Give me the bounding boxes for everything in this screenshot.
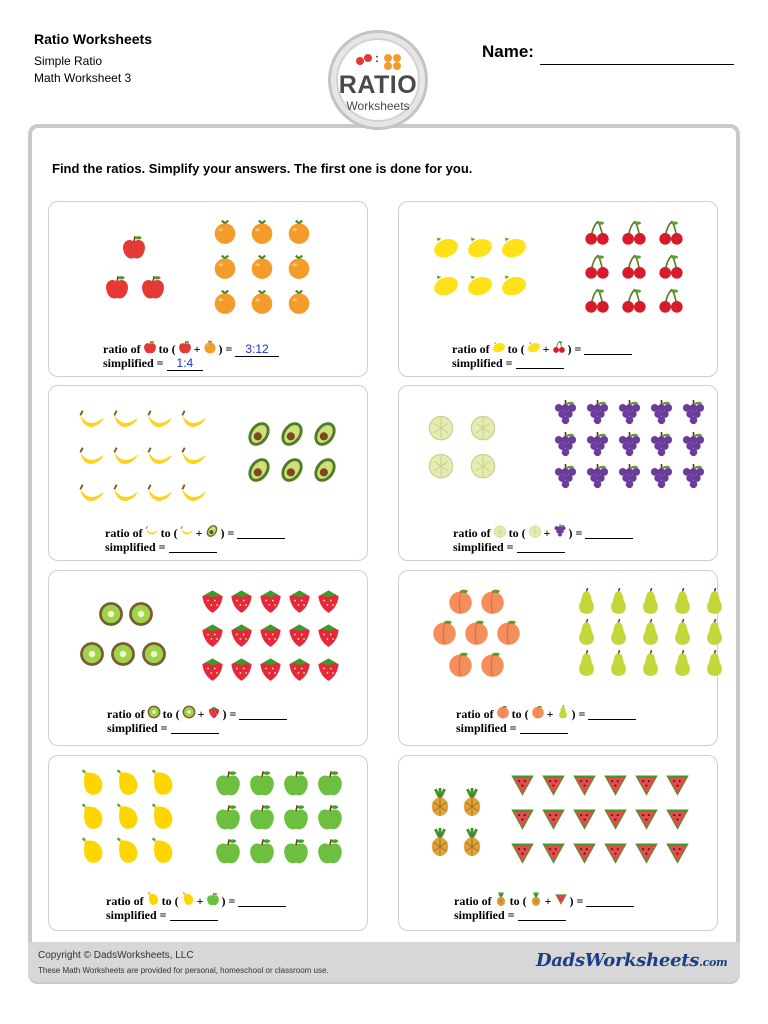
mango-icon <box>113 769 141 802</box>
grapes-icon <box>584 400 611 432</box>
peach-icon <box>463 619 490 651</box>
strawberry-icon <box>199 587 226 619</box>
orange-icon <box>249 254 275 285</box>
peach-icon <box>479 588 506 620</box>
equals-sign: ) = <box>571 706 586 721</box>
equals-sign: ) = <box>221 893 236 908</box>
watermelon-icon <box>664 839 691 871</box>
watermelon-icon <box>509 771 536 803</box>
watermelon-icon <box>540 771 567 803</box>
watermelon-icon <box>664 805 691 837</box>
kiwi-icon <box>79 641 105 672</box>
to-label: to ( <box>160 525 178 540</box>
green-apple-icon <box>248 837 276 870</box>
banana-icon <box>78 480 106 513</box>
watermelon-icon <box>540 805 567 837</box>
plus-sign: + <box>544 893 552 908</box>
melon-icon <box>469 451 497 484</box>
lemon-icon <box>500 233 528 266</box>
apple-icon <box>121 234 147 265</box>
mango-icon <box>78 769 106 802</box>
strawberry-icon <box>228 587 255 619</box>
grapes-icon <box>616 464 643 496</box>
simplified-question <box>107 721 219 736</box>
logo-text: DadsWorksheets <box>536 950 700 971</box>
simplified-label: simplified = <box>107 721 168 735</box>
ratio-of-label: ratio of <box>103 341 141 356</box>
banana-icon <box>112 480 140 513</box>
pear-icon <box>605 650 632 682</box>
simplified-answer-blank[interactable] <box>169 542 217 553</box>
badge-subtitle: Worksheets <box>346 99 410 113</box>
worksheet-subtitle: Simple Ratio <box>34 54 103 68</box>
equals-sign: ) = <box>222 706 237 721</box>
orange-icon <box>203 340 217 358</box>
banana-icon <box>112 443 140 476</box>
watermelon-icon <box>664 771 691 803</box>
watermelon-icon <box>602 771 629 803</box>
pineapple-icon <box>426 828 454 861</box>
pear-icon <box>605 588 632 620</box>
to-label: to ( <box>158 341 176 356</box>
banana-icon <box>78 406 106 439</box>
strawberry-icon <box>257 587 284 619</box>
plus-sign: + <box>546 706 554 721</box>
ratio-of-label: ratio of <box>453 525 491 540</box>
simplified-question <box>106 908 218 923</box>
green-apple-icon <box>248 769 276 802</box>
green-apple-icon <box>214 803 242 836</box>
peach-icon <box>431 619 458 651</box>
apple-icon <box>104 274 130 305</box>
banana-icon <box>180 406 208 439</box>
avocado-icon <box>245 420 273 453</box>
ratio-answer-blank[interactable] <box>588 709 636 720</box>
pear-icon <box>701 650 728 682</box>
grapes-icon <box>584 432 611 464</box>
watermelon-icon <box>602 839 629 871</box>
pear-icon <box>669 588 696 620</box>
logo-suffix: .com <box>699 956 728 969</box>
to-label: to ( <box>508 525 526 540</box>
plus-sign: + <box>542 341 550 356</box>
plus-sign: + <box>196 893 204 908</box>
to-label: to ( <box>509 893 527 908</box>
green-apple-icon <box>316 803 344 836</box>
lemon-icon <box>466 233 494 266</box>
badge-title: RATIO <box>338 71 418 99</box>
pear-icon <box>573 619 600 651</box>
strawberry-icon <box>286 655 313 687</box>
banana-icon <box>146 480 174 513</box>
banana-icon <box>78 443 106 476</box>
simplified-label: simplified = <box>105 540 166 554</box>
copyright: Copyright © DadsWorksheets, LLC <box>38 950 194 961</box>
pineapple-icon <box>458 828 486 861</box>
strawberry-icon <box>199 621 226 653</box>
strawberry-icon <box>315 655 342 687</box>
banana-icon <box>180 443 208 476</box>
mango-icon <box>113 803 141 836</box>
watermelon-icon <box>540 839 567 871</box>
orange-icon <box>286 219 312 250</box>
avocado-icon <box>278 456 306 489</box>
avocado-icon <box>245 456 273 489</box>
green-apple-icon <box>282 837 310 870</box>
green-apple-icon <box>282 803 310 836</box>
orange-icon <box>212 219 238 250</box>
simplified-answer-blank[interactable] <box>170 910 218 921</box>
grapes-icon <box>680 432 707 464</box>
simplified-label: simplified = <box>106 908 167 922</box>
mango-icon <box>148 837 176 870</box>
green-apple-icon <box>248 803 276 836</box>
cherry-icon <box>657 219 685 252</box>
ratio-of-label: ratio of <box>454 893 492 908</box>
worksheet-number: Math Worksheet 3 <box>34 71 132 85</box>
pear-icon <box>605 619 632 651</box>
ratio-of-label: ratio of <box>107 706 145 721</box>
grapes-icon <box>680 400 707 432</box>
orange-icon <box>286 254 312 285</box>
strawberry-icon <box>228 655 255 687</box>
banana-icon <box>180 480 208 513</box>
equals-sign: ) = <box>218 341 233 356</box>
grapes-icon <box>648 400 675 432</box>
plus-sign: + <box>197 706 205 721</box>
simplified-label: simplified = <box>103 356 164 370</box>
cherry-icon <box>620 253 648 286</box>
kiwi-icon <box>98 601 124 632</box>
ratio-answer-blank[interactable] <box>237 528 285 539</box>
pear-icon <box>637 619 664 651</box>
simplified-answer-blank[interactable] <box>171 723 219 734</box>
simplified-answer-blank[interactable] <box>516 358 564 369</box>
cherry-icon <box>620 287 648 320</box>
orange-icon <box>212 254 238 285</box>
melon-icon <box>469 413 497 446</box>
strawberry-icon <box>286 587 313 619</box>
to-label: to ( <box>511 706 529 721</box>
grapes-icon <box>648 464 675 496</box>
lemon-icon <box>466 271 494 304</box>
pear-icon <box>669 619 696 651</box>
mango-icon <box>78 803 106 836</box>
simplified-label: simplified = <box>454 908 515 922</box>
badge-colon: : <box>375 51 379 65</box>
grapes-icon <box>616 432 643 464</box>
simplified-question <box>103 356 203 371</box>
watermelon-icon <box>602 805 629 837</box>
strawberry-icon <box>199 655 226 687</box>
banana-icon <box>146 406 174 439</box>
mango-icon <box>148 769 176 802</box>
dadsworksheets-logo[interactable] <box>536 950 727 971</box>
simplified-question <box>105 540 217 555</box>
ratio-of-label: ratio of <box>452 341 490 356</box>
plus-sign: + <box>195 525 203 540</box>
green-apple-icon <box>282 769 310 802</box>
pear-icon <box>573 650 600 682</box>
melon-icon <box>427 413 455 446</box>
simplified-question <box>452 356 564 371</box>
watermelon-icon <box>633 771 660 803</box>
ratio-answer-blank[interactable] <box>585 528 633 539</box>
ratio-badge <box>328 30 428 130</box>
strawberry-icon <box>257 655 284 687</box>
orange-icon <box>249 219 275 250</box>
avocado-icon <box>311 420 339 453</box>
banana-icon <box>112 406 140 439</box>
kiwi-icon <box>110 641 136 672</box>
grapes-icon <box>552 400 579 432</box>
simplified-question <box>453 540 565 555</box>
simplified-question <box>456 721 568 736</box>
grapes-icon <box>616 400 643 432</box>
ratio-answer[interactable]: 3:12 <box>235 342 278 357</box>
equals-sign: ) = <box>567 341 582 356</box>
watermelon-icon <box>633 805 660 837</box>
grapes-icon <box>584 464 611 496</box>
green-apple-icon <box>214 769 242 802</box>
pear-icon <box>637 588 664 620</box>
simplified-label: simplified = <box>452 356 513 370</box>
peach-icon <box>479 651 506 683</box>
green-apple-icon <box>214 837 242 870</box>
simplified-label: simplified = <box>453 540 514 554</box>
badge-apple-icon <box>355 53 373 67</box>
orange-icon <box>212 289 238 320</box>
simplified-answer-blank[interactable] <box>520 723 568 734</box>
worksheet-title: Ratio Worksheets <box>34 31 152 47</box>
cherry-icon <box>583 253 611 286</box>
to-label: to ( <box>161 893 179 908</box>
ratio-answer-blank[interactable] <box>239 709 287 720</box>
simplified-question <box>454 908 566 923</box>
badge-orange-icon <box>383 53 407 71</box>
peach-icon <box>447 651 474 683</box>
peach-icon <box>495 619 522 651</box>
grapes-icon <box>680 464 707 496</box>
to-label: to ( <box>162 706 180 721</box>
pear-icon <box>701 619 728 651</box>
lemon-icon <box>500 271 528 304</box>
orange-icon <box>286 289 312 320</box>
green-apple-icon <box>316 769 344 802</box>
pear-icon <box>573 588 600 620</box>
cherry-icon <box>657 253 685 286</box>
strawberry-icon <box>257 621 284 653</box>
header-block <box>34 31 152 87</box>
orange-icon <box>249 289 275 320</box>
lemon-icon <box>432 271 460 304</box>
ratio-answer-blank[interactable] <box>584 344 632 355</box>
ratio-of-label: ratio of <box>456 706 494 721</box>
mango-icon <box>78 837 106 870</box>
grapes-icon <box>552 432 579 464</box>
instructions: Find the ratios. Simplify your answers. The first one is done for you. <box>52 161 473 176</box>
simplified-label: simplified = <box>456 721 517 735</box>
kiwi-icon <box>141 641 167 672</box>
watermelon-icon <box>571 839 598 871</box>
watermelon-icon <box>509 805 536 837</box>
cherry-icon <box>583 219 611 252</box>
melon-icon <box>427 451 455 484</box>
pear-icon <box>637 650 664 682</box>
usage-notice: These Math Worksheets are provided for personal, homeschool or classroom use. <box>38 966 329 975</box>
watermelon-icon <box>633 839 660 871</box>
cherry-icon <box>583 287 611 320</box>
strawberry-icon <box>315 587 342 619</box>
pineapple-icon <box>458 788 486 821</box>
apple-icon <box>140 274 166 305</box>
strawberry-icon <box>228 621 255 653</box>
strawberry-icon <box>286 621 313 653</box>
watermelon-icon <box>571 805 598 837</box>
grapes-icon <box>648 432 675 464</box>
cherry-icon <box>620 219 648 252</box>
ratio-of-label: ratio of <box>106 893 144 908</box>
ratio-answer-blank[interactable] <box>238 896 286 907</box>
kiwi-icon <box>128 601 154 632</box>
equals-sign: ) = <box>569 893 584 908</box>
simplified-answer-blank[interactable] <box>517 542 565 553</box>
plus-sign: + <box>543 525 551 540</box>
cherry-icon <box>657 287 685 320</box>
green-apple-icon <box>316 837 344 870</box>
simplified-answer-blank[interactable] <box>518 910 566 921</box>
pear-icon <box>701 588 728 620</box>
name-input-line[interactable] <box>540 64 734 65</box>
watermelon-icon <box>509 839 536 871</box>
name-label: Name: <box>482 42 534 61</box>
mango-icon <box>113 837 141 870</box>
avocado-icon <box>278 420 306 453</box>
lemon-icon <box>432 233 460 266</box>
grapes-icon <box>552 464 579 496</box>
ratio-of-label: ratio of <box>105 525 143 540</box>
equals-sign: ) = <box>220 525 235 540</box>
pear-icon <box>669 650 696 682</box>
plus-sign: + <box>193 341 201 356</box>
ratio-answer-blank[interactable] <box>586 896 634 907</box>
to-label: to ( <box>507 341 525 356</box>
avocado-icon <box>311 456 339 489</box>
banana-icon <box>146 443 174 476</box>
strawberry-icon <box>315 621 342 653</box>
simplified-answer[interactable]: 1:4 <box>167 356 204 371</box>
watermelon-icon <box>571 771 598 803</box>
pineapple-icon <box>426 788 454 821</box>
peach-icon <box>447 588 474 620</box>
mango-icon <box>148 803 176 836</box>
equals-sign: ) = <box>568 525 583 540</box>
